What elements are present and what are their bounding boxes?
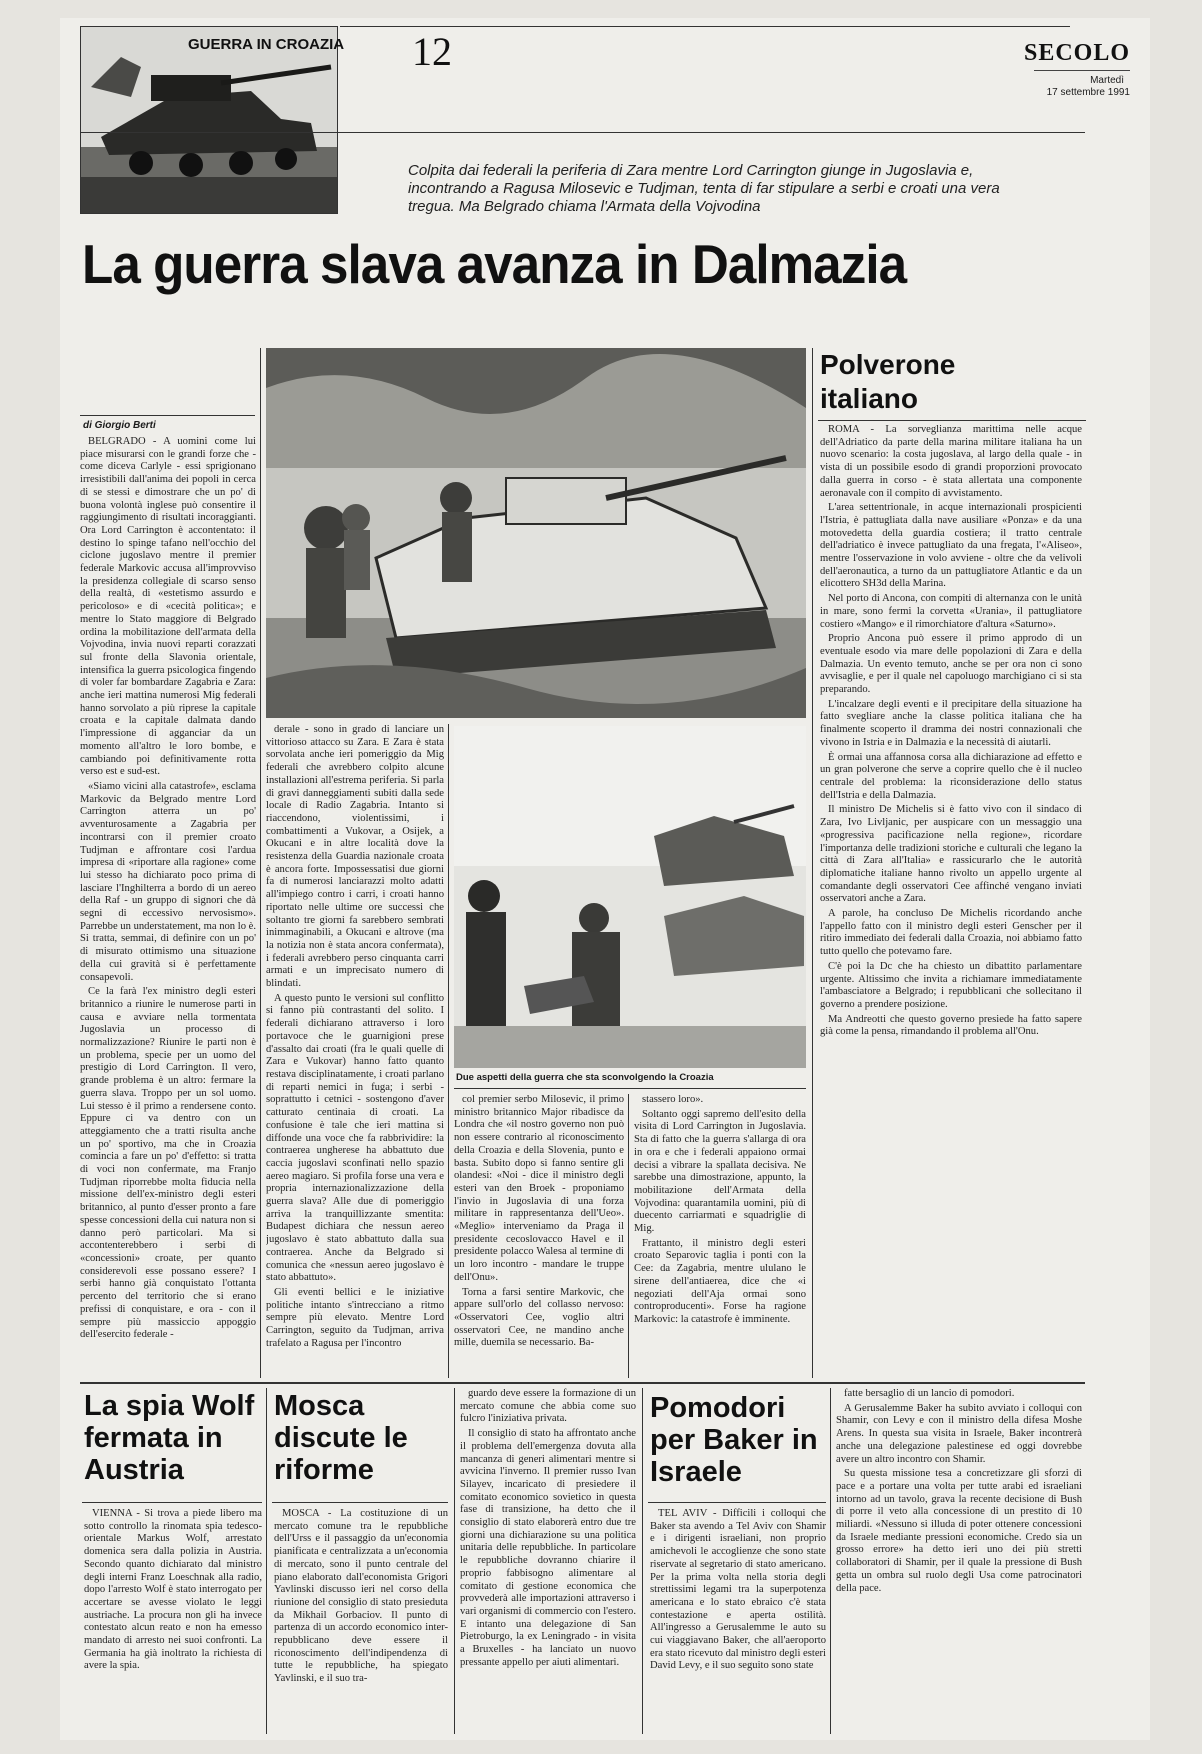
- mosca-body: [274, 1508, 448, 1730]
- wolf-title: La spia Wolf fermata in Austria: [84, 1390, 255, 1486]
- baker-rule: [648, 1502, 826, 1503]
- header-bottom-rule: [80, 132, 1085, 133]
- baker-paragraph: TEL AVIV - Difficili i colloqui che Baker sta avendo a Tel Aviv con Shamir e i dirigenti israeliani, non proprio amichevoli le accoglienze che sono state riservate al segretario di stato americano. Per la prima volta nella storia degli strettissimi legami tra la superpotenza americana e lo stato ebraico c'è stata contestazione e aperta ostilità. All'ingresso a Gerusalemme le auto su cui viaggiavano Baker, che all'aeroporto era stato ricevuto dal ministro degli esteri David Levy, e il suo seguito sono state: [650, 1508, 826, 1672]
- column-divider: [260, 348, 261, 1378]
- polverone-paragraph: Proprio Ancona può essere il primo approdo di un eventuale esodo via mare delle popolazioni di Zara e della Dalmazia. Un evento temuto, anche se per ora non ci sono avvisaglie, e per il quale nel capoluogo marchigiano ci si sta preparando.: [820, 633, 1082, 696]
- col3-paragraph: col premier serbo Milosevic, il primo ministro britannico Major ribadisce da Londra che «il nostro governo non può non essere contrario al riconoscimento della Croazia e della Slovenia, punto e basta. Subito dopo si fanno sentire gli olandesi: «Noi - dice il ministro degli esteri van den Broek - proponiamo l'invio in Jugoslavia di una forza militare in rappresentanza dell'Ueo». «Meglio» interveniamo da Praga il presidente cecoslovacco Havel e il presidente polacco Walesa al termine di un loro incontro - mandare le truppe dell'Onu».: [454, 1094, 624, 1283]
- baker-cont-paragraph: A Gerusalemme Baker ha subito avviato i colloqui con Shamir, con Levy e con il ministro della difesa Moshe Arens. In questa sua visita in Israele, Baker incontrerà anche una delegazione palestinese ed oggi dovrebbe avere un altro incontro con Shamir.: [836, 1402, 1082, 1465]
- lead-photo-tank: [266, 348, 806, 718]
- col4-paragraph: stassero loro».: [642, 1094, 704, 1105]
- mosca-rule: [272, 1502, 448, 1503]
- polverone-paragraph: Nel porto di Ancona, con compiti di alternanza con le unità in mare, sono fermi la corvetta «Urania», il pattugliatore costiero «Mango» e il rimorchiatore d'altura «Saturno».: [820, 593, 1082, 630]
- col3-paragraph: Torna a farsi sentire Markovic, che appare sull'orlo del collasso nervoso: «Osservatori Cee, voglio altri osservatori Cee, ne mandino anche mille, duemila se necessario. Ba-: [454, 1286, 624, 1349]
- byline-rule: [80, 415, 255, 416]
- polverone-paragraph: ROMA - La sorveglianza marittima nelle acque dell'Adriatico da parte della marina militare italiana ha un nuovo scenario: la costa jugoslava, al largo della quale - in vista di un possibile esodo di grandi proporzioni provocato dalla guerra in corso - è stata allertata una componente aeronavale con il compito di avvistamento.: [820, 424, 1082, 499]
- col4-paragraph: Soltanto oggi sapremo dell'esito della visita di Lord Carrington in Jugoslavia. Sta di fatto che la guerra s'allarga di ora in ora e che i federali appaiono ormai decisi a vibrare la spallata decisiva. Ne sarebbe una dimostrazione, appunto, la mobilitazione dell'Armata della Vojvodina: quarantamila uomini, più di duecento carriarmati e squadriglie di Mig.: [634, 1108, 806, 1235]
- col2-paragraph: A questo punto le versioni sul conflitto si fanno più contrastanti del solito. I federali dichiarano attraverso i loro portavoce che le guarnigioni prese d'assalto dai croati (fra le quali quelle di Zara e Vukovar) hanno fatto quanto restava disciplinatamente, i croati parlano di reparti nemici in fuga; i serbi - soprattutto i cetnici - sostengono d'aver catturato centinaia di croati. La confusione è tale che ieri mattina si diffonde una voce che fa rabbrividire: la contraerea ungherese ha abbattuto due caccia jugoslavi sconfinati nello spazio aereo magiaro. Si profila forse una vera e propria internazionalizzazione della guerra slava? Alle due di pomeriggio arriva la tranquillizzante smentita: Budapest dichiara che nessun aereo jugoslavo è stato abbattuto dalla sua contraerea. Anche da Belgrado si comunica che «nessun aereo jugoslavo è stato abbattuto».: [266, 992, 444, 1284]
- col1-paragraph: Ce la farà l'ex ministro degli esteri britannico a riunire le numerose parti in causa e avviare nella tormentata Jugoslavia un processo di normalizzazione? Riunire le parti non è un problema, specie per un uomo del prestigio di Lord Carrington. Il vero, grande problema è un altro: fermare la guerra slava. Troppo per un sol uomo. Lui stesso è il primo a rendersene conto. Eppure ci va dentro con un atteggiamento che a tratti risulta anche un po' sportivo, ma che in Croazia comincia a fare un po' d'effetto: si tratta di voci non confermate, ma Franjo Tudjman riporrebbe molta fiducia nella missione dell'ex-ministro degli esteri britannico, al punto d'esser pronto a fare spesse concessioni della cui natura non si danno però particolari. Ma si accontenterebbero i serbi di «concessioni» croate, per quanto considerevoli esse possano essere? I serbi hanno già conquistato l'ottanta percento del territorio che si erano prefissi di conquistare, e ora - con il sempre più massiccio appoggio dell'esercito federale -: [80, 986, 256, 1341]
- baker-continuation: [836, 1388, 1082, 1730]
- mosca-cont-paragraph: Il consiglio di stato ha affrontato anche il problema dell'emergenza dovuta alla mancanza di generi alimentari mentre si avvicina l'inverno. Il premier russo Ivan Silayev, incaricato di presiedere il comitato economico sovietico in questa fase di transizione, ha detto che il consiglio di stato elaborerà entro due tre giorni una dichiarazione su una politica unitaria delle repubbliche. In particolare le repubbliche dovranno chiarire il proprio fabbisogno alimentare al comitato di gestione economica che provvederà alle importazioni attraverso i vari organismi di commercio con l'estero. E intanto una delegazione di San Pietroburgo, la ex Leningrado - in visita a Bruxelles - ha lanciato un nuovo pressante appello per aiuti alimentari.: [460, 1428, 636, 1668]
- mosca-cont-paragraph: guardo deve essere la formazione di un mercato comune che abbia come suo fulcro l'iniziativa privata.: [460, 1388, 636, 1425]
- col1-paragraph: «Siamo vicini alla catastrofe», esclama Markovic da Belgrado mentre Lord Carrington atterra un po' avventurosamente a Zagabria per incontrarsi con il premier croato Tudjman e affrontare così l'ardua impresa di «riportare alla ragione» come lui stesso ha dichiarato poco prima di lasciare l'Inghilterra a bordo di un aereo della Raf - un gruppo di signori che dà segni di eccessivo nervosismo». Parrebbe un understatement, ma non lo è. Si tratta, semmai, di definire con un po' di misurato ottimismo una situazione della cui gravità si è perfettamente consapevoli.: [80, 780, 256, 983]
- section-label: GUERRA IN CROAZIA: [188, 36, 345, 53]
- masthead: SECOLO: [1023, 40, 1130, 66]
- baker-title: Pomodori per Baker in Israele: [650, 1392, 818, 1488]
- issue-day: Martedì: [1090, 75, 1124, 86]
- polverone-paragraph: L'area settentrionale, in acque internazionali prospicienti l'Istria, è pattugliata dalla nave ausiliare «Ponza» e da una motovedetta della guardia costiera; il tratto centrale dell'adriatico è invece pattugliato da una fregata, l'«Aliseo», mentre l'osservazione in volo avviene - oltre che da velivoli dell'aeronautica, a turno da un pattugliatore Atlantic e da un elicottero SH3d della Marina.: [820, 502, 1082, 590]
- wolf-paragraph: VIENNA - Si trova a piede libero ma sotto controllo la rinomata spia tedesco-orientale Markus Wolf, arrestato domenica sera dalla polizia in Austria. Secondo quanto dichiarato dal ministro degli interni Franz Loeschnak alla radio, dopo l'arresto Wolf è stato interrogato per accertare se avesse violato le leggi austriache. La procura non gli ha invece contestato alcun reato e non ha emesso mandato di arresto nei suoi confronti. La Germania ha già inoltrato la richiesta di avere la spia.: [84, 1508, 262, 1672]
- bottom-section-rule: [80, 1382, 1085, 1384]
- col2-paragraph: Gli eventi bellici e le iniziative politiche intanto s'intrecciano a ritmo sempre più elevato. Mentre Lord Carrington, seguito da Tudjman, arriva trafelato a Ragusa per l'incontro: [266, 1286, 444, 1349]
- masthead-rule: [1034, 70, 1130, 71]
- polverone-paragraph: A parole, ha concluso De Michelis ricordando anche l'appello fatto con il ministro degli esteri Genscher per il ritiro immediato dei federali dalla Croazia, noi abbiamo fatto tutto quello che potevamo fare.: [820, 908, 1082, 958]
- header-photo-tank: [80, 26, 338, 214]
- column-divider: [454, 1388, 455, 1734]
- baker-cont-paragraph: fatte bersaglio di un lancio di pomodori.: [844, 1388, 1015, 1399]
- lead-photo-soldiers: [454, 726, 806, 1068]
- polverone-title: Polverone italiano: [820, 349, 956, 414]
- column-divider: [266, 1388, 267, 1734]
- mosca-title: Mosca discute le riforme: [274, 1390, 408, 1486]
- baker-cont-paragraph: Su questa missione tesa a concretizzare gli sforzi di pace e a portare una volta per tutte arabi ed israeliani intorno ad un tavolo, grava la recente decisione di Bush di porre il veto alla concessione di un prestito di 10 miliardi. «Nessuno si illuda di poter ottenere concessioni da Israele mediante pressioni economiche. Credo sia un grosso errore» ha detto ieri uno dei più stretti collaboratori di Shamir, per il quale la pressione di Bush getta un ombra sul ruolo degli Usa come patrocinatori della pace.: [836, 1468, 1082, 1594]
- tank-silhouette-icon: [81, 27, 337, 213]
- polverone-paragraph: Il ministro De Michelis si è fatto vivo con il sindaco di Zara, Ivo Livljanic, per auspicare con un messaggio una «progressiva pacificazione nella regione», ricordare l'importanza delle tradizioni storiche e culturali che legano la città di Zara all'Italia» e rassicurarlo che le autorità diplomatiche italiane hanno rivolto un appello urgente al comandante degli osservatori Cee affinché vengano inviati osservatori anche a Zara.: [820, 804, 1082, 905]
- polverone-paragraph: È ormai una affannosa corsa alla dichiarazione ad effetto e un gran polverone che serve a coprire quello che è il nucleo centrale del problema: la riconsiderazione dello status dell'Istria e della Dalmazia.: [820, 751, 1082, 801]
- column-divider: [830, 1388, 831, 1734]
- mosca-continuation: [460, 1388, 636, 1730]
- column-divider: [448, 724, 449, 1378]
- baker-body: [650, 1508, 826, 1730]
- column-divider: [628, 1094, 629, 1378]
- lead-column-4: [634, 1094, 806, 1372]
- col4-paragraph: Frattanto, il ministro degli esteri croato Separovic taglia i ponti con la Cee: da Zagabria, mentre ululano le sirene dell'antiaerea, dice che «i negoziati dell'Aja ormai sono controproducenti». Forse ha ragione Markovic: la catastrofe è imminente.: [634, 1237, 806, 1325]
- polverone-paragraph: C'è poi la Dc che ha chiesto un dibattito parlamentare urgente. Altissimo che invita a richiamare immediatamente l'ambasciatore a Belgrado; i repubblicani che sollecitano il governo a prendere posizione.: [820, 960, 1082, 1010]
- photo-caption: Due aspetti della guerra che sta sconvolgendo la Croazia: [456, 1072, 714, 1083]
- lead-column-1: [80, 436, 256, 1372]
- col2-paragraph: derale - sono in grado di lanciare un vittorioso attacco su Zara. E Zara è stata sorvolata anche ieri pomeriggio da Mig federali che avrebbero colpito alcune installazioni all'estrema periferia. Si parla di gravi danneggiamenti subiti dalla sede locale di Radio Zagabria. Intanto si riaccendono, violentissimi, i combattimenti a Vukovar, a Osijek, a Okucani e in altre località dove la resistenza della Guardia nazionale croata è ancora forte. Impossessatisi due giorni fa di numerosi lanciarazzi molto adatti all'impiego contro i carri, i croati hanno riportato nelle ultime ore successi che soltanto tre giorni fa sarebbero sembrati inimmaginabili, a Okucani e altrove (ma la notizia non è stata ancora confermata), i federali avrebbero perso cinquanta carri armati e un imprecisato numero di blindati.: [266, 724, 444, 990]
- page-number: 12: [412, 29, 452, 74]
- newspaper-page: [60, 18, 1150, 1740]
- mosca-paragraph: MOSCA - La costituzione di un mercato comune tra le repubbliche dell'Urss e il passaggio da un'economia pianificata e centralizzata a un'economia di mercato, sono il punto centrale del piano elaborato dall'economista Grigori Yavlinski discusso ieri nel corso della riunione del consiglio di stato presieduta da Mikhail Gorbaciov. Il punto di partenza di un accordo economico inter-repubblicano deve essere il riconoscimento dell'indipendenza di tutte le repubbliche, ha spiegato Yavlinski, e il suo tra-: [274, 1508, 448, 1685]
- lead-column-3: [454, 1094, 624, 1372]
- wolf-rule: [82, 1502, 262, 1503]
- column-divider: [642, 1388, 643, 1734]
- wolf-body: [84, 1508, 262, 1730]
- polverone-paragraph: Ma Andreotti che questo governo presiede ha fatto sapere già come la pensa, rimandando il problema all'Onu.: [820, 1013, 1082, 1038]
- lead-deck: Colpita dai federali la periferia di Zara mentre Lord Carrington giunge in Jugoslavia e, incontrando a Ragusa Milosevic e Tudjman, tenta di far stipulare a serbi e croati una vera tregua. Ma Belgrado chiama l'Armata della Vojvodina: [408, 162, 1000, 215]
- lead-byline: di Giorgio Berti: [83, 420, 156, 431]
- polverone-body: [820, 424, 1082, 1374]
- lead-column-2: [266, 724, 444, 1372]
- header-top-rule: [340, 26, 1070, 27]
- issue-date: 17 settembre 1991: [1046, 87, 1130, 98]
- polverone-paragraph: L'incalzare degli eventi e il precipitare della situazione ha fatto svegliare anche la classe politica italiana che ha finalmente scoperto il dramma dei nostri connazionali che vivono in Istria e in Dalmazia e la necessità di aiutarli.: [820, 698, 1082, 748]
- polverone-rule: [818, 420, 1086, 421]
- sidebar-divider: [812, 348, 813, 1378]
- lead-headline: La guerra slava avanza in Dalmazia: [82, 233, 907, 295]
- caption-rule: [454, 1088, 806, 1089]
- col1-paragraph: BELGRADO - A uomini come lui piace misurarsi con le grandi forze che - come diceva Carlyle - essi sprigionano irresistibili dall'anima dei popoli in cerca di se stessi e dimostrare che un po' di buona volontà inglese può consentire il raggiungimento di risultati incoraggianti. Ora Lord Carrington è accontentato: il destino lo spinge tafano nell'occhio del ciclone jugoslavo mentre il premier federale Markovic accusa all'improvviso la presidenza collegiale di scarso senso della realtà, di «estetismo assurdo e pericoloso» e di «cecità politica»; e mentre lo Stato maggiore di Belgrado ordina la mobilitazione dell'armata della Vojvodina, invia nuovi reparti corazzati sul fronte della Slavonia orientale, intensifica la guerra psicologica fingendo di voler far bombardare Zagabria e Zara: anche ieri mattina numerosi Mig federali hanno sorvolato a più riprese la capitale croata e la capitale dalmata dando l'impressione di agganciar da un momento all'altro le loro bombe, e cambiando poi definitivamente rotta verso est e sud-est.: [80, 436, 256, 778]
